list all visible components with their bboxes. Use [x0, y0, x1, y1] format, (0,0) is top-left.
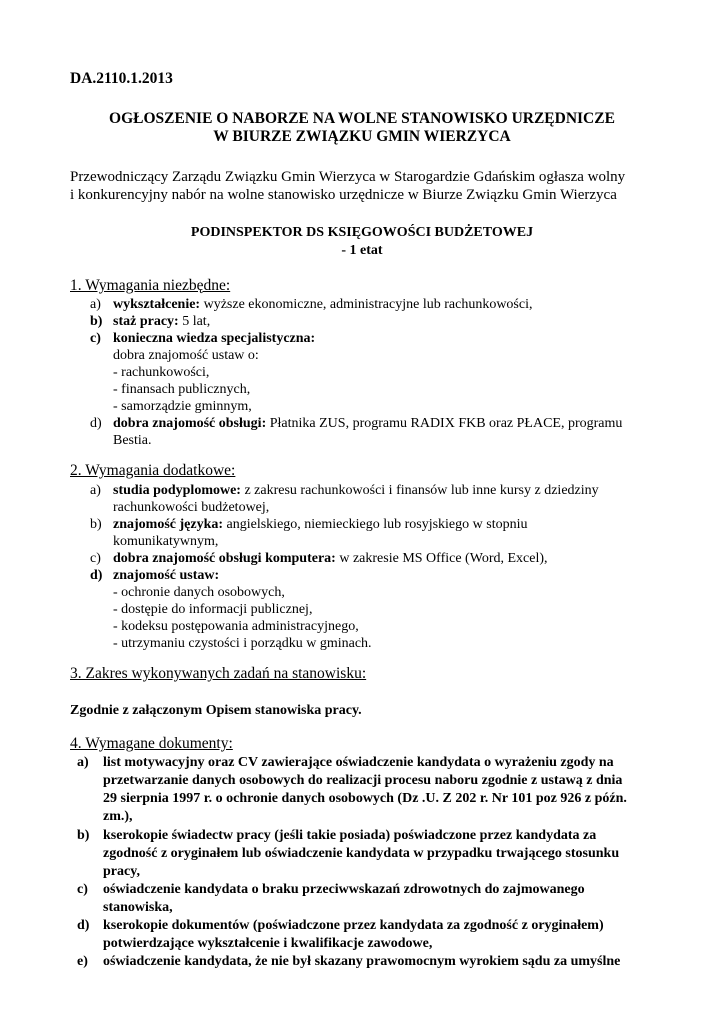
section-4-heading: 4. Wymagane dokumenty: — [70, 735, 233, 752]
item-label: konieczna wiedza specjalistyczna: — [113, 331, 316, 346]
list-marker: b) — [77, 828, 90, 843]
intro-line-1: Przewodniczący Zarządu Związku Gmin Wierzyca w Starogardzie Gdańskim ogłasza wolny — [70, 169, 626, 185]
list-marker: d) — [90, 416, 102, 431]
section-1-heading: 1. Wymagania niezbędne: — [70, 277, 231, 294]
item-text: stanowiska, — [103, 900, 173, 915]
list-item — [113, 313, 210, 330]
list-marker: a) — [90, 297, 101, 312]
section-2-heading: 2. Wymagania dodatkowe: — [70, 462, 236, 479]
list-item — [113, 516, 527, 533]
item-text: - ochronie danych osobowych, — [113, 585, 285, 600]
list-item — [113, 296, 532, 313]
section-3-heading: 3. Zakres wykonywanych zadań na stanowisku: — [70, 665, 367, 682]
list-marker: a) — [77, 755, 89, 770]
list-marker: b) — [90, 517, 102, 532]
item-text: kserokopie dokumentów (poświadczone przez kandydata za zgodność z oryginałem) — [103, 918, 604, 933]
list-marker: a) — [90, 483, 101, 498]
item-label: znajomość języka: — [113, 517, 224, 532]
item-text: potwierdzające wykształcenie i kwalifikacje zawodowe, — [103, 936, 433, 951]
item-text: 29 sierpnia 1997 r. o ochronie danych osobowych (Dz .U. Z 202 r. Nr 101 poz 926 z późn. — [103, 791, 627, 806]
item-label: wykształcenie: — [113, 297, 201, 312]
item-text: - samorządzie gminnym, — [113, 399, 252, 414]
item-text: list motywacyjny oraz CV zawierające oświadczenie kandydata o wyrażeniu zgody na — [103, 755, 614, 770]
item-text: komunikatywnym, — [113, 534, 219, 549]
item-text: zm.), — [103, 809, 133, 824]
section-3-text: Zgodnie z załączonym Opisem stanowiska pracy. — [70, 703, 362, 718]
item-text: kserokopie świadectw pracy (jeśli takie posiada) poświadczone przez kandydata za — [103, 828, 597, 843]
item-text: - utrzymaniu czystości i porządku w gminach. — [113, 636, 372, 651]
title-line-1: OGŁOSZENIE O NABORZE NA WOLNE STANOWISKO URZĘDNICZE — [109, 110, 615, 127]
item-text: oświadczenie kandydata, że nie był skazany prawomocnym wyrokiem sądu za umyślne — [103, 954, 621, 969]
title-line-2: W BIURZE ZWIĄZKU GMIN WIERZYCA — [213, 128, 511, 145]
item-text: Bestia. — [113, 433, 152, 448]
position-etat: - 1 etat — [341, 243, 383, 258]
item-text: rachunkowości budżetowej, — [113, 500, 270, 515]
item-text: oświadczenie kandydata o braku przeciwwskazań zdrowotnych do zajmowanego — [103, 882, 585, 897]
list-item — [113, 415, 622, 432]
item-label: studia podyplomowe: — [113, 483, 241, 498]
list-marker: c) — [90, 331, 101, 346]
item-label: znajomość ustaw: — [113, 568, 220, 583]
item-text: Płatnika ZUS, programu RADIX FKB oraz PŁACE, programu — [266, 416, 623, 431]
item-text: - rachunkowości, — [113, 365, 210, 380]
list-marker: e) — [77, 954, 88, 969]
item-label: dobra znajomość obsługi: — [113, 416, 267, 431]
item-text: 5 lat, — [178, 314, 211, 329]
list-marker: c) — [90, 551, 101, 566]
item-text: - kodeksu postępowania administracyjnego, — [113, 619, 359, 634]
item-text: w zakresie MS Office (Word, Excel), — [335, 551, 548, 566]
item-text: wyższe ekonomiczne, administracyjne lub rachunkowości, — [200, 297, 533, 312]
intro-line-2: i konkurencyjny nabór na wolne stanowisko urzędnicze w Biurze Związku Gmin Wierzyca — [70, 187, 617, 203]
list-marker: d) — [90, 568, 103, 583]
list-marker: b) — [90, 314, 103, 329]
item-text: dobra znajomość ustaw o: — [113, 348, 259, 363]
list-item — [113, 482, 599, 499]
list-marker: c) — [77, 882, 88, 897]
item-label: staż pracy: — [113, 314, 179, 329]
item-text: zgodność z oryginałem lub oświadczenie kandydata w przypadku trwającego stosunku — [103, 846, 620, 861]
item-text: angielskiego, niemieckiego lub rosyjskiego w stopniu — [223, 517, 528, 532]
item-text: - finansach publicznych, — [113, 382, 251, 397]
reference-number: DA.2110.1.2013 — [70, 70, 173, 87]
item-label: dobra znajomość obsługi komputera: — [113, 551, 336, 566]
item-text: - dostępie do informacji publicznej, — [113, 602, 313, 617]
item-text: z zakresu rachunkowości i finansów lub inne kursy z dziedziny — [240, 483, 599, 498]
item-text: przetwarzanie danych osobowych do realizacji procesu naboru zgodnie z ustawą z dnia — [103, 773, 623, 788]
list-marker: d) — [77, 918, 90, 933]
item-text: pracy, — [103, 864, 140, 879]
list-item — [113, 550, 548, 567]
position-title: PODINSPEKTOR DS KSIĘGOWOŚCI BUDŻETOWEJ — [190, 225, 534, 240]
